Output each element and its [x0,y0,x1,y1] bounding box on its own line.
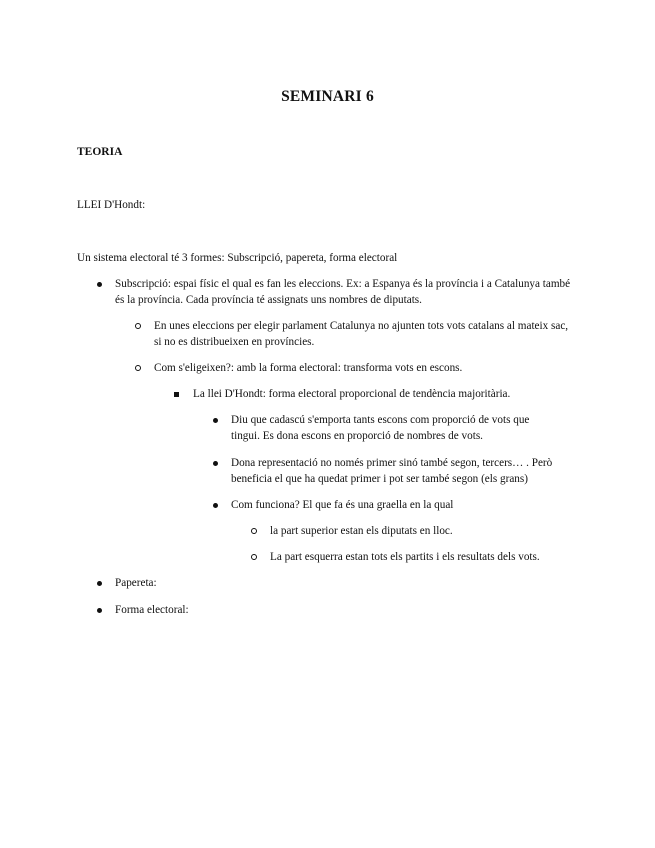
page-title: SEMINARI 6 [281,88,374,105]
list-item-llei: La llei D'Hondt: forma electoral proporcional de tendència majoritària. [193,388,511,400]
bullet-disc-icon [213,498,218,514]
list-item-diu [231,413,561,444]
bullet-disc-icon [97,576,102,592]
bullet-square-icon [174,387,179,403]
bullet-circle-icon [251,524,257,540]
list-item-text: Subscripció: espai físic el qual es fan les eleccions. Ex: a Espanya és la província i a Catalunya també és la província. Cada província té assignats uns nombres de diputats. [115,278,571,306]
subheading: LLEI D'Hondt: [77,199,146,211]
list-item-text: En unes eleccions per elegir parlament Catalunya no ajunten tots vots catalans al mateix sac, si no es distribueixen en províncies. [154,320,569,348]
bullet-disc-icon [213,456,218,472]
list-item-esquerra: La part esquerra estan tots els partits i els resultats dels vots. [270,551,540,563]
list-item-superior: la part superior estan els diputats en lloc. [270,525,453,537]
list-item-subscripcio [115,277,575,308]
list-item-elegeixen: Com s'eligeixen?: amb la forma electoral: transforma vots en escons. [154,362,463,374]
intro-paragraph: Un sistema electoral té 3 formes: Subscripció, papereta, forma electoral [77,252,398,264]
list-item-dona [231,456,576,487]
bullet-disc-icon [97,277,102,293]
bullet-circle-icon [135,319,141,335]
list-item-text: Dona representació no només primer sinó també segon, tercers… . Però beneficia el que ha quedat primer i pot ser també segon (els grans) [231,457,553,485]
section-heading: TEORIA [77,146,123,158]
bullet-disc-icon [213,413,218,429]
list-item-funciona: Com funciona? El que fa és una graella en la qual [231,499,454,511]
list-item-forma-electoral: Forma electoral: [115,604,189,616]
list-item-papereta: Papereta: [115,577,157,589]
list-item-eleccions [154,319,574,350]
list-item-text: Diu que cadascú s'emporta tants escons com proporció de vots que tingui. Es dona escons en proporció de nombres de vots. [231,414,530,442]
bullet-circle-icon [135,361,141,377]
bullet-circle-icon [251,550,257,566]
bullet-disc-icon [97,603,102,619]
